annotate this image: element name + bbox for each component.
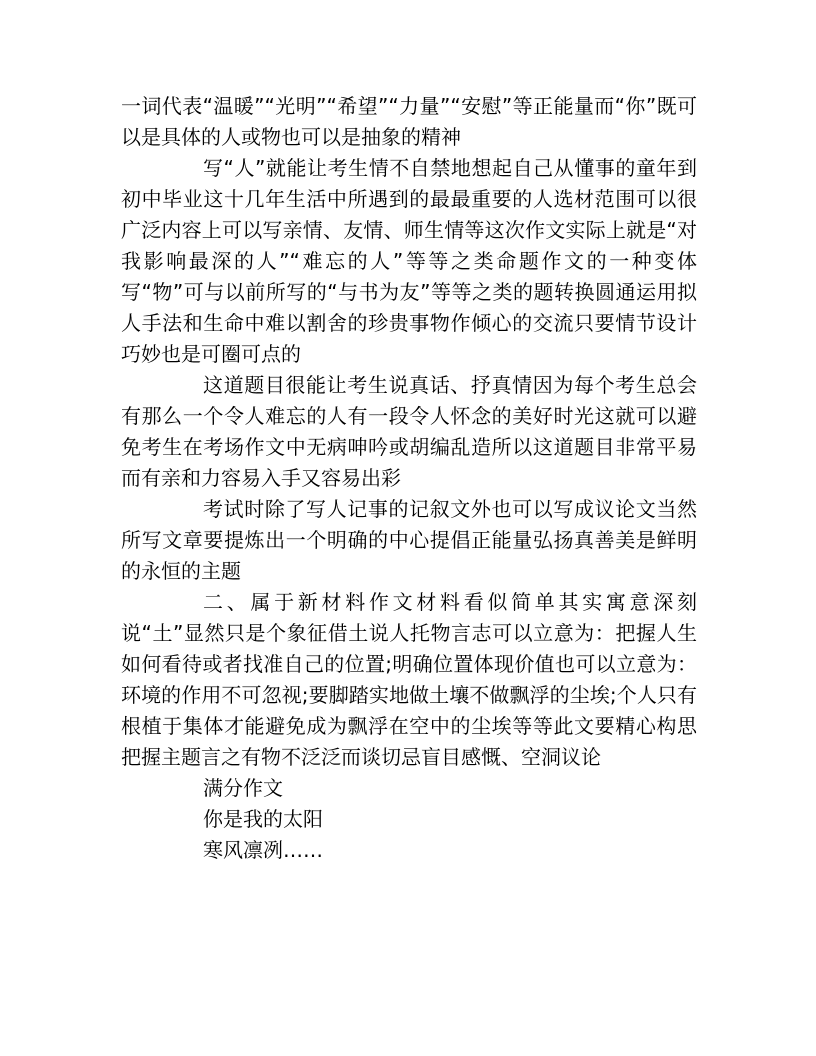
paragraph-exam-genre: 考试时除了写人记事的记叙文外也可以写成议论文当然所写文章要提炼出一个明确的中心提倡正能量弘扬真善美是鲜明的永恒的主题 bbox=[121, 497, 697, 583]
section-label: 满分作文 bbox=[203, 776, 283, 800]
essay-title: 你是我的太阳 bbox=[203, 807, 323, 831]
essay-first-line: 寒风凛冽…… bbox=[203, 838, 323, 862]
paragraph-intro: 一词代表“温暖”“光明”“希望”“力量”“安慰”等正能量而“你”既可以是具体的人或物也可以是抽象的精神 bbox=[121, 94, 697, 149]
document-body bbox=[121, 91, 697, 866]
paragraph-topic-advantage: 这道题目很能让考生说真话、抒真情因为每个考生总会有那么一个令人难忘的人有一段令人怀念的美好时光这就可以避免考生在考场作文中无病呻吟或胡编乱造所以这道题目非常平易而有亲和力容易入手又容易出彩 bbox=[121, 373, 697, 490]
paragraph-section-two: 二、属于新材料作文材料看似简单其实寓意深刻说“土”显然只是个象征借土说人托物言志可以立意为：把握人生如何看待或者找准自己的位置;明确位置体现价值也可以立意为：环境的作用不可忽视;要脚踏实地做土壤不做飘浮的尘埃;个人只有根植于集体才能避免成为飘浮在空中的尘埃等等此文要精心构思把握主题言之有物不泛泛而谈切忌盲目感慨、空洞议论 bbox=[121, 590, 697, 769]
paragraph-write-person: 写“人”就能让考生情不自禁地想起自己从懂事的童年到初中毕业这十几年生活中所遇到的最最重要的人选材范围可以很广泛内容上可以写亲情、友情、师生情等这次作文实际上就是“对我影响最深的人”“难忘的人”等等之类命题作文的一种变体写“物”可与以前所写的“与书为友”等等之类的题转换圆通运用拟人手法和生命中难以割舍的珍贵事物作倾心的交流只要情节设计巧妙也是可圈可点的 bbox=[121, 156, 697, 366]
